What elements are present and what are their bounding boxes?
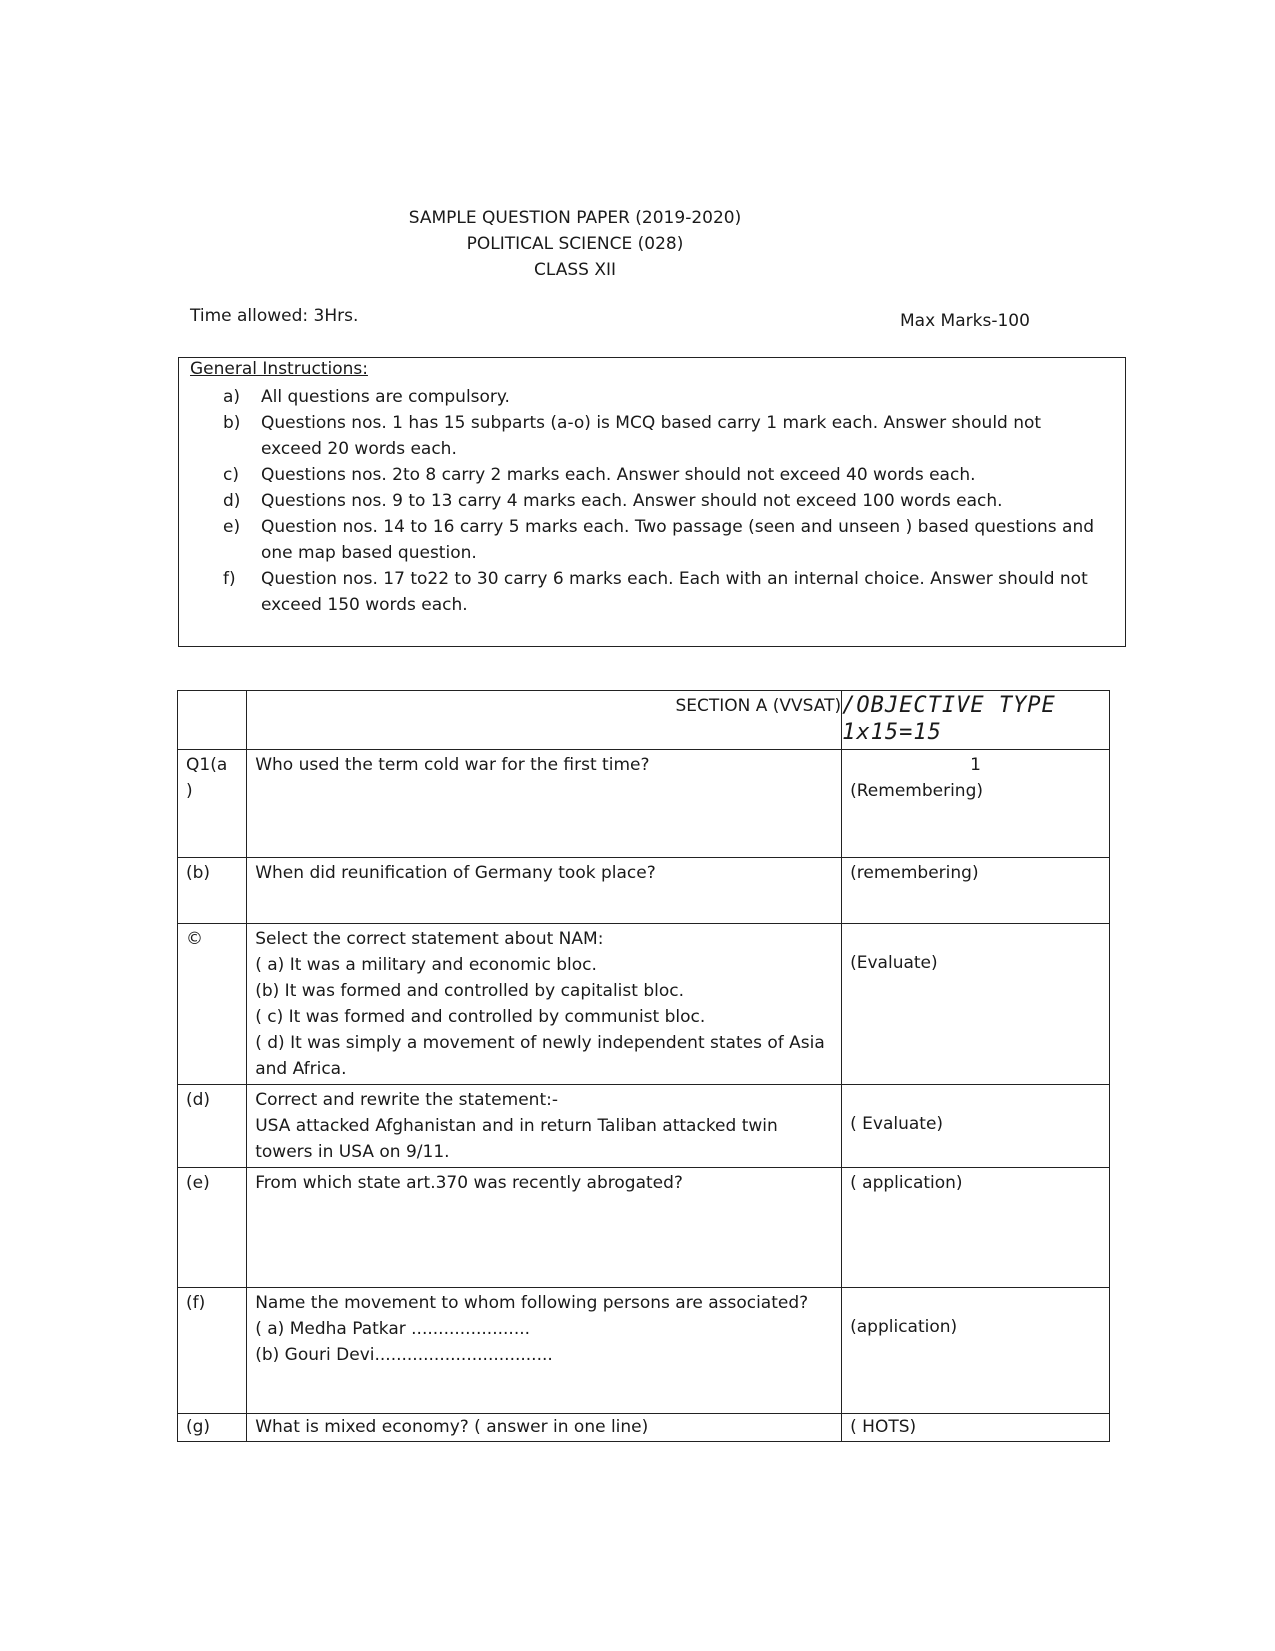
question-number: © — [178, 924, 247, 1085]
question-number: (g) — [178, 1414, 247, 1442]
question-line: Correct and rewrite the statement:- — [255, 1090, 558, 1110]
question-text — [247, 1288, 842, 1414]
option-line: ( a) It was a military and economic bloc. — [255, 955, 597, 975]
cognitive-level: ( Evaluate) — [850, 1114, 944, 1134]
instructions-list — [179, 384, 1125, 618]
general-instructions-box — [178, 357, 1126, 647]
question-marks — [842, 1414, 1110, 1442]
section-header-row — [178, 691, 1110, 750]
instructions-title: General Instructions: — [190, 359, 368, 379]
table-row — [178, 1288, 1110, 1414]
question-line: Who used the term cold war for the first time? — [255, 755, 650, 775]
option-line: (b) Gouri Devi................................. — [255, 1345, 553, 1365]
instruction-text: Question nos. 17 to22 to 30 carry 6 marks each. Each with an internal choice. Answer should not exceed 150 words each. — [261, 569, 1088, 615]
question-line: What is mixed economy? ( answer in one line) — [255, 1417, 649, 1437]
option-line: ( a) Medha Patkar ...................... — [255, 1319, 531, 1339]
option-line: ( c) It was formed and controlled by communist bloc. — [255, 1007, 706, 1027]
question-marks — [842, 1288, 1110, 1414]
time-allowed: Time allowed: 3Hrs. — [190, 306, 359, 326]
cognitive-level: (remembering) — [850, 863, 979, 883]
question-number: (d) — [178, 1085, 247, 1168]
table-row — [178, 858, 1110, 924]
instruction-item — [179, 488, 1125, 514]
instruction-text: Questions nos. 1 has 15 subparts (a-o) is MCQ based carry 1 mark each. Answer should not exceed 20 words each. — [261, 413, 1042, 459]
instruction-text: Question nos. 14 to 16 carry 5 marks each. Two passage (seen and unseen ) based questions and one map based question. — [261, 517, 1095, 563]
table-row — [178, 750, 1110, 858]
cognitive-level: (Evaluate) — [850, 953, 938, 973]
section-handwritten-cell — [842, 691, 1110, 750]
question-table — [177, 690, 1110, 1442]
question-text — [247, 1168, 842, 1288]
cognitive-level: (application) — [850, 1317, 958, 1337]
instruction-letter: f) — [223, 569, 236, 589]
instruction-text: Questions nos. 9 to 13 carry 4 marks each. Answer should not exceed 100 words each. — [261, 491, 1003, 511]
question-number: Q1(a ) — [178, 750, 247, 858]
question-text — [247, 924, 842, 1085]
section-header-blank — [178, 691, 247, 750]
table-row — [178, 1414, 1110, 1442]
question-number: (f) — [178, 1288, 247, 1414]
subject-title: POLITICAL SCIENCE (028) — [466, 234, 684, 254]
paper-header — [0, 205, 1150, 283]
instruction-text: All questions are compulsory. — [261, 387, 510, 407]
question-line: When did reunification of Germany took place? — [255, 863, 656, 883]
cognitive-level: (Remembering) — [850, 781, 984, 801]
paper-title: SAMPLE QUESTION PAPER (2019-2020) — [408, 208, 742, 228]
table-row — [178, 1085, 1110, 1168]
section-title-cell — [247, 691, 842, 750]
cognitive-level: ( application) — [850, 1173, 963, 1193]
option-line: ( d) It was simply a movement of newly independent states of Asia and Africa. — [255, 1033, 825, 1079]
class-title: CLASS XII — [533, 260, 617, 280]
option-line: (b) It was formed and controlled by capitalist bloc. — [255, 981, 684, 1001]
instruction-letter: d) — [223, 491, 241, 511]
question-marks — [842, 1168, 1110, 1288]
question-line: From which state art.370 was recently abrogated? — [255, 1173, 683, 1193]
question-line: Select the correct statement about NAM: — [255, 929, 604, 949]
instruction-item — [179, 514, 1125, 566]
question-marks — [842, 924, 1110, 1085]
instruction-item — [179, 566, 1125, 618]
question-marks — [842, 858, 1110, 924]
marks-value: 1 — [970, 755, 981, 775]
instruction-text: Questions nos. 2to 8 carry 2 marks each. Answer should not exceed 40 words each. — [261, 465, 976, 485]
instruction-letter: e) — [223, 517, 241, 537]
instruction-item — [179, 410, 1125, 462]
question-line: USA attacked Afghanistan and in return Taliban attacked twin towers in USA on 9/11. — [255, 1116, 778, 1162]
question-text — [247, 858, 842, 924]
question-marks — [842, 750, 1110, 858]
table-row — [178, 924, 1110, 1085]
question-text — [247, 750, 842, 858]
question-text — [247, 1414, 842, 1442]
instruction-letter: a) — [223, 387, 241, 407]
max-marks: Max Marks-100 — [900, 311, 1030, 331]
question-number: (b) — [178, 858, 247, 924]
table-row — [178, 1168, 1110, 1288]
instruction-letter: b) — [223, 413, 241, 433]
section-title: SECTION A (VVSAT) — [675, 696, 842, 716]
question-marks — [842, 1085, 1110, 1168]
question-number: (e) — [178, 1168, 247, 1288]
instruction-item — [179, 462, 1125, 488]
instruction-item — [179, 384, 1125, 410]
question-text — [247, 1085, 842, 1168]
cognitive-level: ( HOTS) — [850, 1417, 917, 1437]
instruction-letter: c) — [223, 465, 239, 485]
section-handwritten-note: /OBJECTIVE TYPE 1x15=15 — [842, 693, 1056, 745]
question-line: Name the movement to whom following persons are associated? — [255, 1293, 809, 1313]
